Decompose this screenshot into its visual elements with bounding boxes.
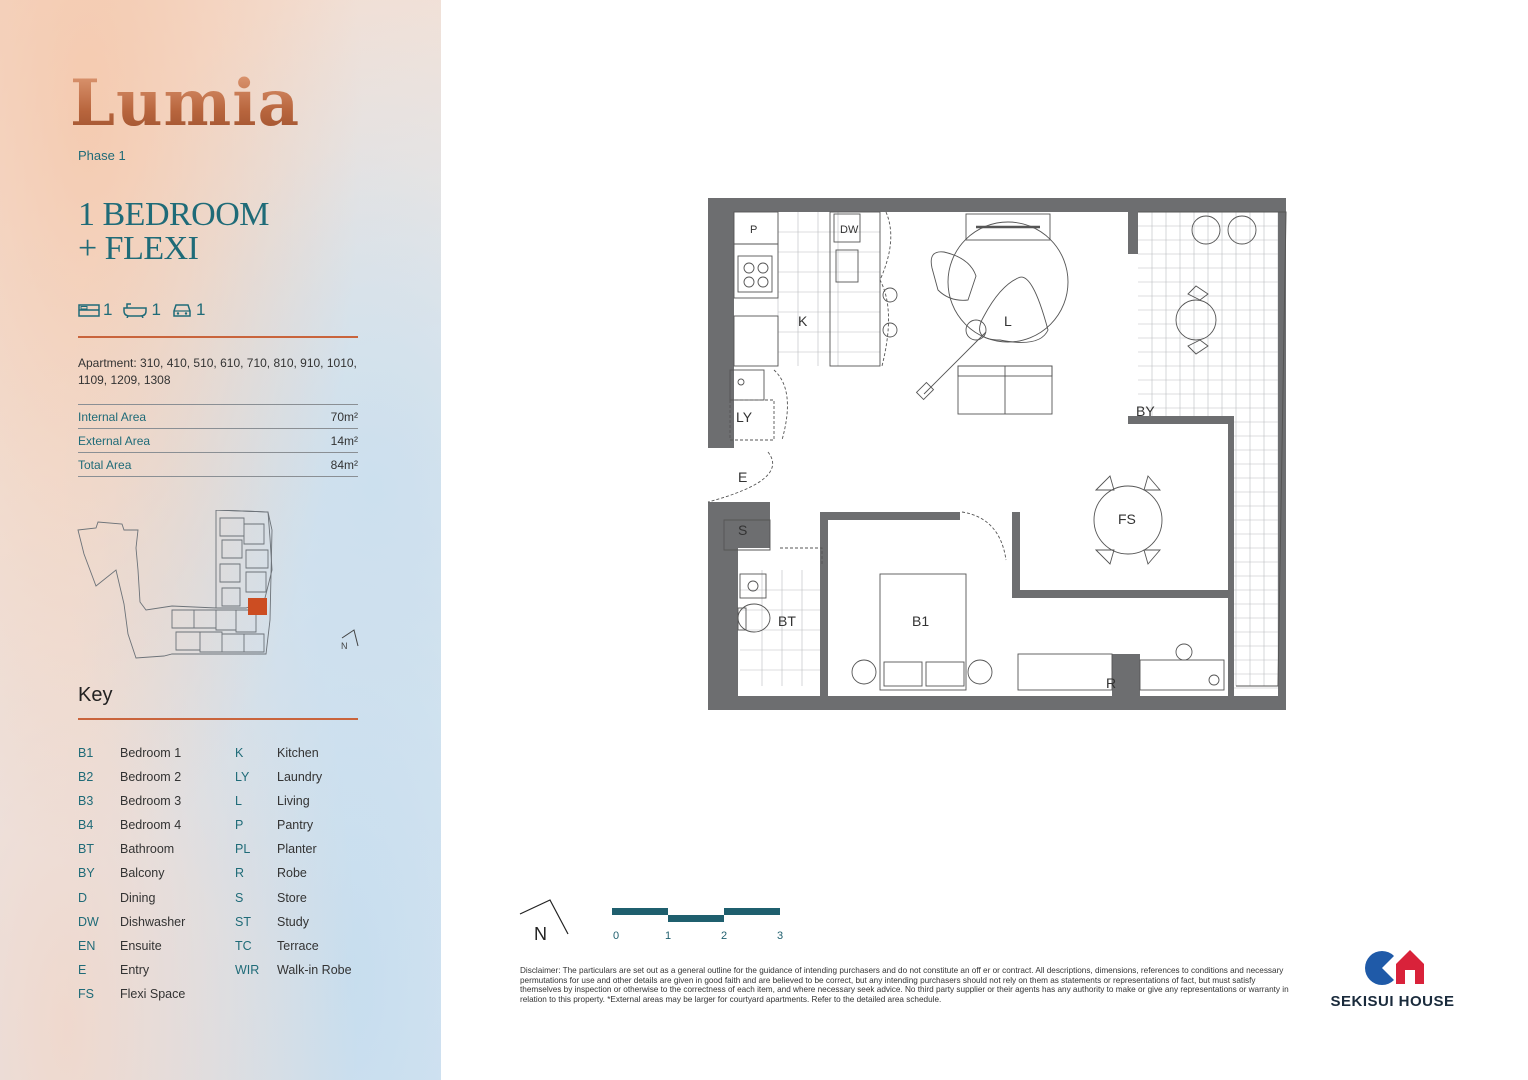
key-code: E [78,962,87,977]
area-label: Internal Area [78,410,147,424]
key-code: WIR [235,962,260,977]
key-name: Bedroom 4 [120,818,182,833]
key-item [78,746,185,770]
car-feature [171,300,205,320]
car-icon [171,302,193,318]
key-code: FS [78,986,94,1001]
plan-label-dishwasher: DW [840,224,859,236]
plan-label-flexi: FS [1118,511,1136,527]
key-code: B3 [78,794,94,809]
key-name: Bedroom 3 [120,794,182,809]
phase-label: Phase 1 [78,148,126,163]
walls [708,198,1286,710]
key-list-right [235,746,352,987]
key-item [235,891,352,915]
bath-feature [122,300,160,320]
key-code: ST [235,914,251,929]
scale-tick: 3 [776,930,784,942]
key-item [235,866,352,890]
key-name: Study [277,914,309,929]
divider [78,336,358,338]
site-location-map [76,510,366,660]
area-row [78,404,358,428]
plan-label-bathroom: BT [778,613,796,629]
key-item [78,842,185,866]
key-item [78,987,185,1011]
lumia-logo: Lumia [70,66,301,141]
key-item [235,915,352,939]
key-code: D [78,890,88,905]
key-code: BY [78,866,95,881]
floor-plan [700,190,1300,720]
car-count: 1 [195,300,206,319]
sitemap-north-label: N [341,641,348,651]
key-name: Bedroom 2 [120,770,182,785]
key-code: S [235,890,244,905]
key-code: B2 [78,770,94,785]
key-name: Terrace [277,938,319,953]
title-line-1: 1 BEDROOM [78,196,270,233]
key-code: PL [235,842,251,857]
key-name: Kitchen [277,746,319,760]
kitchen-tiles [740,212,880,686]
title-line-2: + FLEXI [78,230,199,267]
plan-label-balcony: BY [1136,403,1155,419]
key-item [235,794,352,818]
key-item [78,770,185,794]
key-item [235,842,352,866]
scale-tick: 1 [664,930,672,942]
scale-tick: 2 [720,930,728,942]
brand-name: SEKISUI HOUSE [1330,993,1455,1010]
area-value: 14m² [330,434,358,448]
plan-label-kitchen: K [798,313,808,329]
balcony-tiles [1138,212,1284,688]
area-label: Total Area [78,458,132,472]
north-arrow [516,896,576,946]
key-name: Bedroom 1 [120,746,182,760]
plan-label-bedroom: B1 [912,613,930,629]
key-name: Balcony [120,866,165,881]
area-table [78,404,358,477]
key-name: Robe [277,866,307,881]
key-item [235,770,352,794]
bath-count: 1 [151,300,161,319]
key-item [235,939,352,963]
sidebar-panel [0,0,441,1080]
key-name: Dining [120,890,156,905]
page-title [78,198,269,266]
area-label: External Area [78,434,151,448]
key-name: Entry [120,962,150,977]
bed-feature [78,300,112,320]
plan-label-entry: E [738,469,748,485]
key-item [78,915,185,939]
north-label: N [534,924,547,944]
key-code: B1 [78,746,94,760]
area-value: 70m² [330,410,358,424]
key-item [235,746,352,770]
key-name: Laundry [277,770,323,785]
feature-icons [78,300,205,320]
plan-label-living: L [1004,313,1012,329]
key-item [78,866,185,890]
plan-label-robe: R [1106,675,1117,691]
key-name: Store [277,890,307,905]
key-name: Bathroom [120,842,175,857]
key-code: P [235,818,244,833]
area-row [78,428,358,452]
key-name: Living [277,794,310,809]
disclaimer-text: Disclaimer: The particulars are set out as a general outline for the guidance of intending purchasers and do not constitute an off er or contract. All descriptions, dimensions, references to conditions and necessary permutations for use and other details are given in good faith and are believed to be correct, but any intending purchasers should not rely on them as statements or representations of fact, but must satisfy themselves by inspection or otherwise to the correctness of each item, and where necessary seek advice. No third party supplier or their agents has any authority to make or give any representations or warranty in relation to this property. *External areas may be larger for courtyard apartments. Refer to the detailed area schedule. [520,966,1289,1004]
key-code: EN [78,938,96,953]
area-row [78,452,358,477]
key-code: K [235,746,244,760]
key-code: DW [78,914,99,929]
sekisui-house-logo [1330,946,1455,1010]
plan-label-store: S [738,522,748,538]
key-code: BT [78,842,94,857]
key-item [235,818,352,842]
key-name: Pantry [277,818,314,833]
key-divider [78,718,358,720]
key-name: Planter [277,842,317,857]
key-code: B4 [78,818,94,833]
key-list-left [78,746,185,1011]
bath-icon [122,302,148,318]
key-code: TC [235,938,252,953]
key-heading: Key [78,684,113,706]
key-name: Flexi Space [120,986,186,1001]
bed-count: 1 [103,300,113,319]
key-name: Walk-in Robe [277,962,352,977]
scale-bar [606,904,796,944]
key-item [78,818,185,842]
key-code: LY [235,770,250,785]
key-item [78,963,185,987]
key-name: Ensuite [120,938,162,953]
key-item [235,963,352,987]
key-item [78,939,185,963]
area-value: 84m² [330,458,358,472]
plan-label-pantry: P [750,224,758,236]
key-item [78,891,185,915]
bed-icon [78,302,100,318]
key-name: Dishwasher [120,914,186,929]
apartment-numbers: Apartment: 310, 410, 510, 610, 710, 810, 910, 1010, 1109, 1209, 1308 [78,356,357,387]
plan-label-laundry: LY [736,409,753,425]
sekisui-house-icon [1358,946,1428,986]
scale-tick: 0 [612,930,620,942]
key-code: R [235,866,245,881]
key-item [78,794,185,818]
key-code: L [235,794,242,809]
